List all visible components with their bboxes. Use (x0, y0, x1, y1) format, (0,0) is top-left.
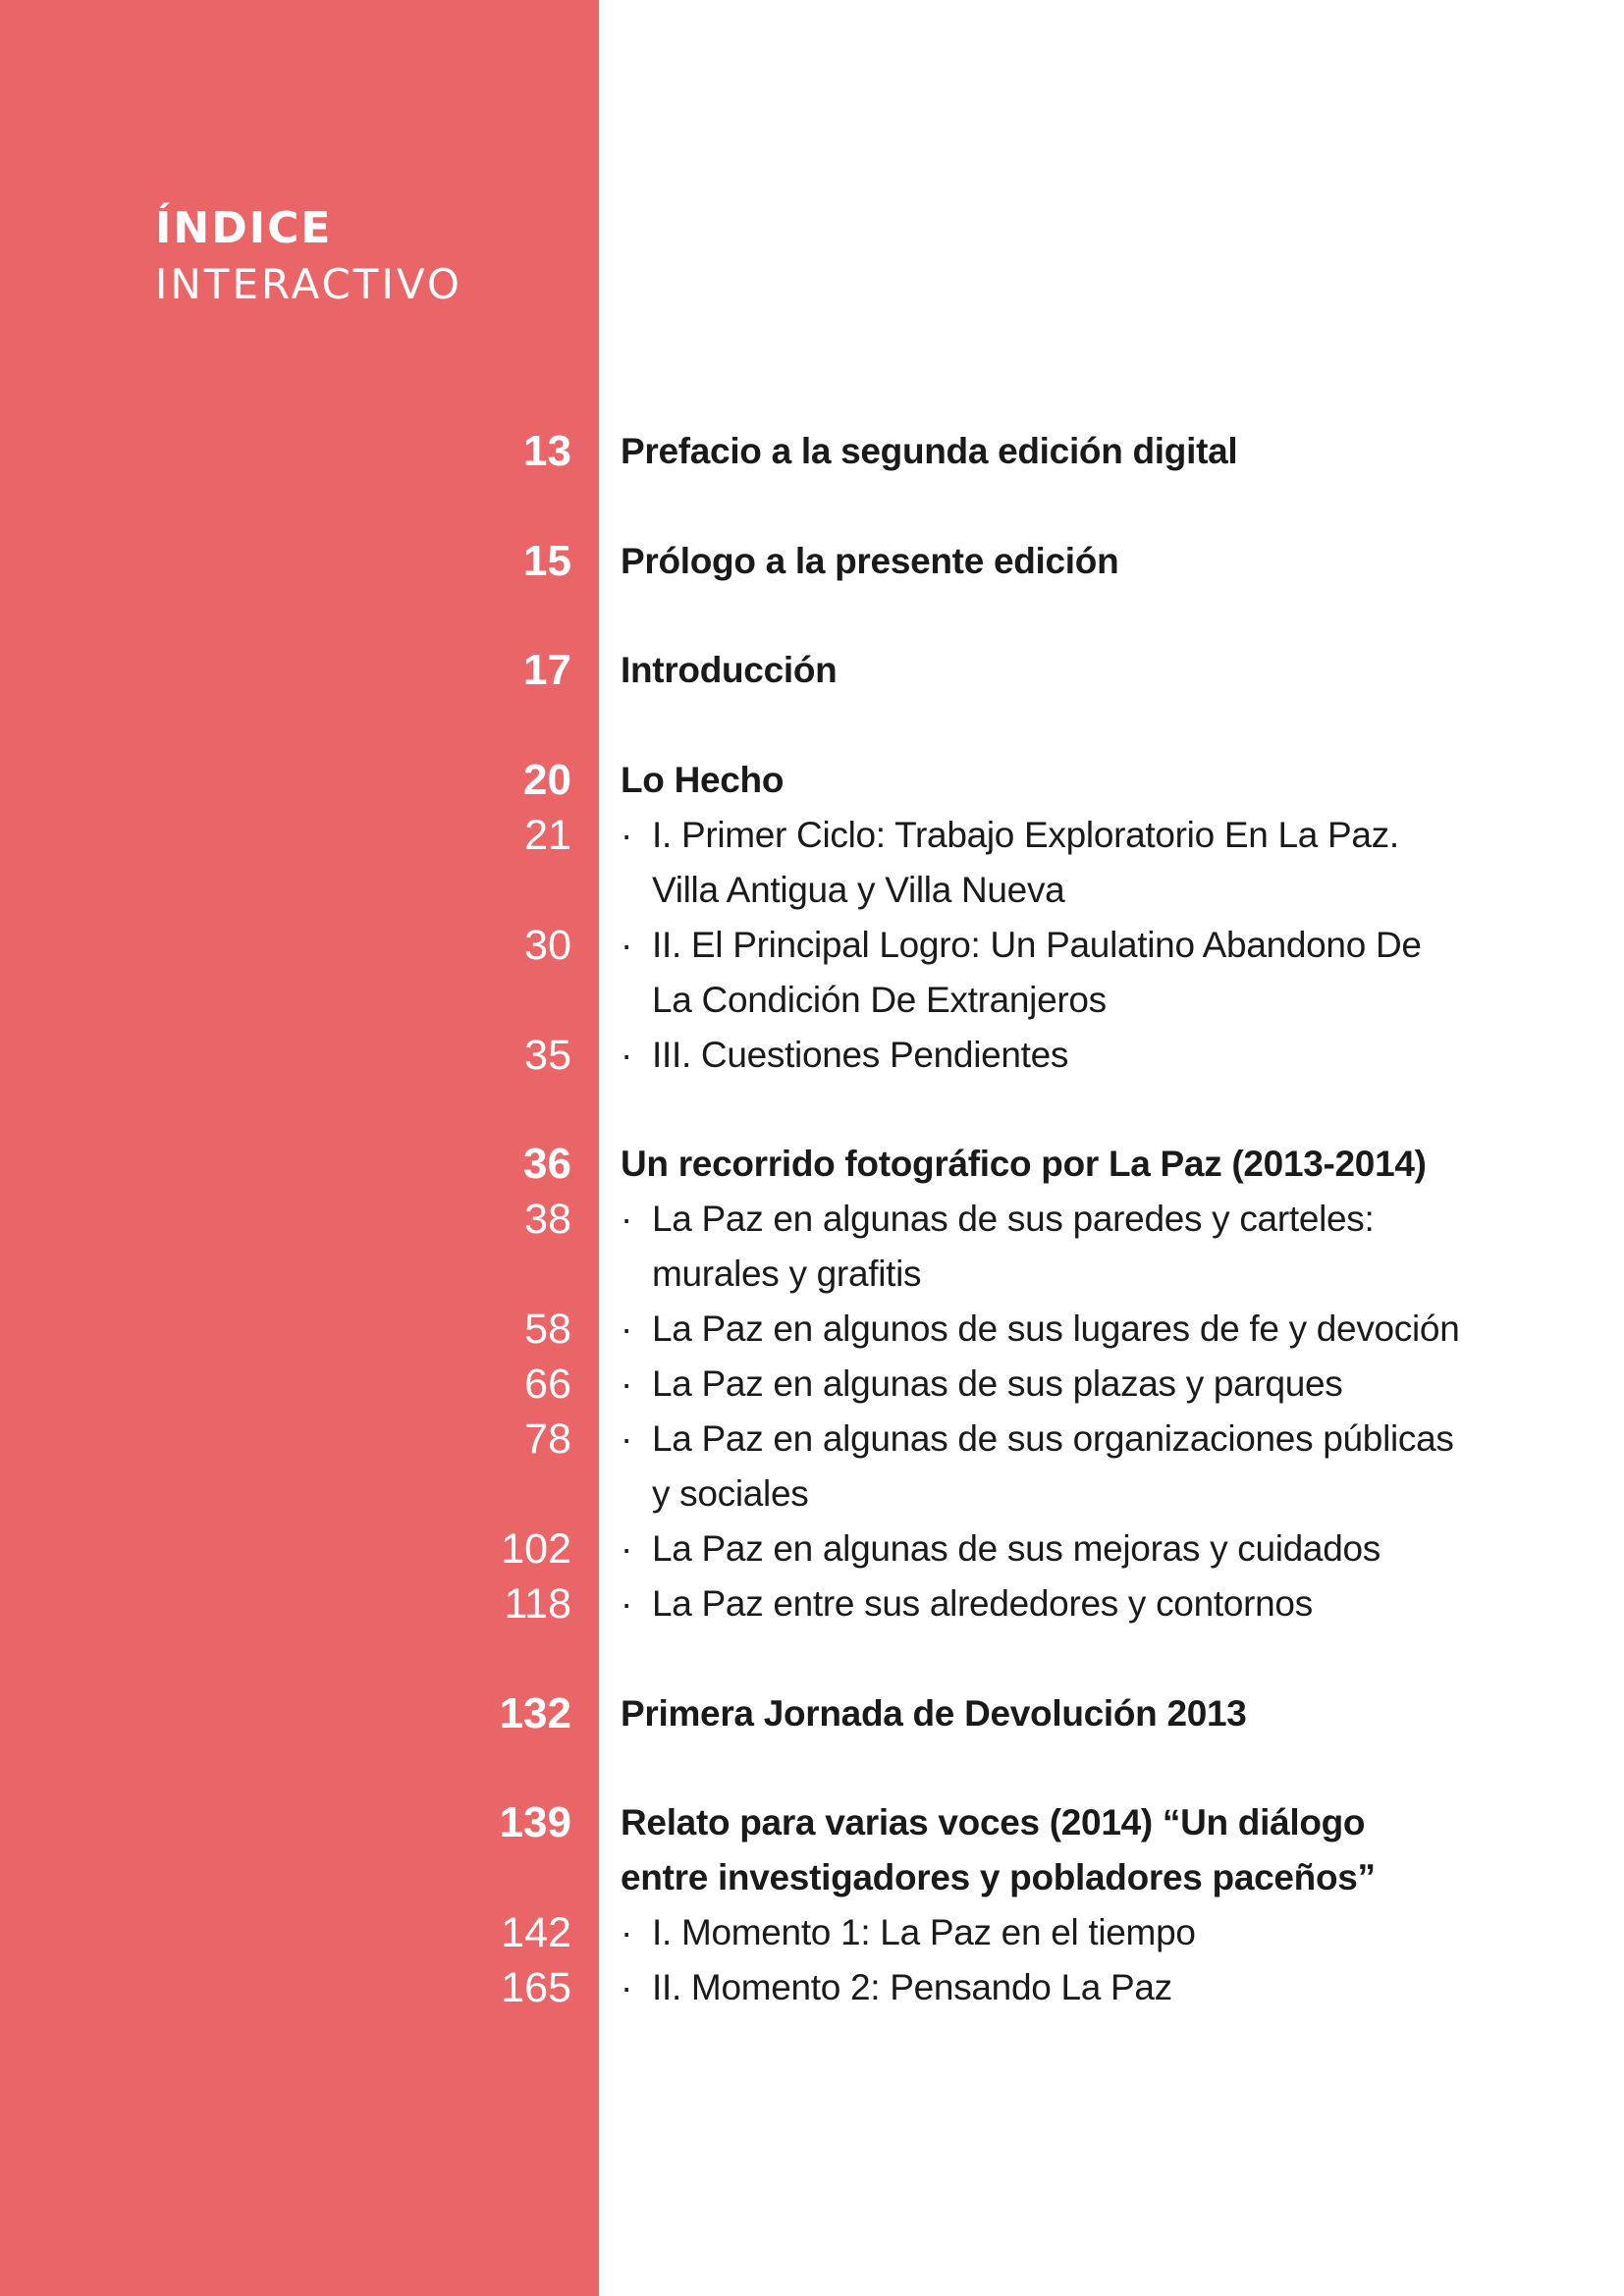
section-page-number[interactable]: 20 (523, 755, 571, 804)
toc-item-line: III. Cuestiones Pendientes (652, 1034, 1069, 1075)
toc-item[interactable] (621, 1412, 1504, 1522)
toc-item-line: II. El Principal Logro: Un Paulatino Abandono De (652, 924, 1422, 965)
bullet-icon: · (621, 1418, 633, 1459)
toc-item-line: La Paz en algunas de sus plazas y parques (652, 1363, 1343, 1404)
bullet-icon: · (621, 924, 633, 965)
section-page-number[interactable]: 132 (499, 1688, 571, 1737)
section-title[interactable]: Relato para varias voces (2014) “Un diálogo entre investigadores y pobladores paceños” (621, 1802, 1376, 1897)
section-page-number[interactable]: 15 (523, 536, 571, 585)
toc-item[interactable] (621, 1357, 1504, 1412)
section-page-number[interactable]: 36 (523, 1140, 571, 1188)
toc-item-line: Villa Antigua y Villa Nueva (652, 869, 1065, 910)
toc-item-line: I. Primer Ciclo: Trabajo Exploratorio En La Paz. (652, 814, 1399, 855)
section-title[interactable]: Un recorrido fotográfico por La Paz (2013-2014) (621, 1144, 1427, 1184)
toc-item[interactable] (621, 1960, 1504, 2015)
bullet-icon: · (621, 814, 633, 855)
section-title[interactable]: Prefacio a la segunda edición digital (621, 431, 1238, 471)
section-page-number[interactable]: 17 (523, 646, 571, 694)
item-page-number[interactable]: 66 (524, 1361, 571, 1408)
toc-item[interactable] (621, 1028, 1504, 1083)
toc-item-line: y sociales (652, 1473, 809, 1514)
toc-item[interactable] (621, 1302, 1504, 1357)
index-title: ÍNDICE (155, 203, 333, 253)
bullet-icon: · (621, 1034, 633, 1075)
bullet-icon: · (621, 1967, 633, 2007)
bullet-icon: · (621, 1308, 633, 1349)
toc-item[interactable] (621, 1905, 1504, 1960)
toc-item-line: La Paz en algunas de sus mejoras y cuidados (652, 1528, 1380, 1569)
toc-item-line: I. Momento 1: La Paz en el tiempo (652, 1912, 1196, 1952)
toc-item-line: II. Momento 2: Pensando La Paz (652, 1967, 1172, 2007)
section-title[interactable]: Primera Jornada de Devolución 2013 (621, 1692, 1247, 1734)
bullet-icon: · (621, 1583, 633, 1624)
item-page-number[interactable]: 142 (501, 1909, 571, 1956)
toc-item-line: La Paz en algunos de sus lugares de fe y devoción (652, 1308, 1460, 1349)
section-title[interactable]: Prólogo a la presente edición (621, 540, 1119, 581)
section-title[interactable]: Introducción (621, 650, 838, 690)
item-page-number[interactable]: 78 (524, 1415, 571, 1463)
toc-item-line: La Paz entre sus alrededores y contornos (652, 1583, 1313, 1624)
bullet-icon: · (621, 1363, 633, 1404)
section-page-number[interactable]: 139 (499, 1798, 571, 1846)
toc-item-line: murales y grafitis (652, 1254, 922, 1294)
toc-item[interactable] (621, 1576, 1504, 1631)
section-title[interactable]: Lo Hecho (621, 759, 785, 800)
toc-item[interactable] (621, 1192, 1504, 1302)
toc-item-line: La Condición De Extranjeros (652, 979, 1107, 1020)
item-page-number[interactable]: 30 (524, 921, 571, 969)
section-page-number[interactable]: 13 (523, 427, 571, 475)
item-page-number[interactable]: 38 (524, 1196, 571, 1243)
bullet-icon: · (621, 1912, 633, 1952)
item-page-number[interactable]: 102 (501, 1525, 571, 1573)
toc-item[interactable] (621, 918, 1504, 1028)
bullet-icon: · (621, 1199, 633, 1239)
item-page-number[interactable]: 58 (524, 1306, 571, 1353)
toc-item[interactable] (621, 808, 1504, 918)
item-page-number[interactable]: 35 (524, 1031, 571, 1079)
toc-item-line: La Paz en algunas de sus organizaciones públicas (652, 1418, 1454, 1459)
toc-item-line: La Paz en algunas de sus paredes y carteles: (652, 1199, 1375, 1239)
index-subtitle: INTERACTIVO (155, 260, 462, 308)
item-page-number[interactable]: 118 (504, 1580, 571, 1628)
item-page-number[interactable]: 21 (524, 811, 571, 859)
item-page-number[interactable]: 165 (501, 1964, 571, 2011)
bullet-icon: · (621, 1528, 633, 1569)
toc-item[interactable] (621, 1522, 1504, 1576)
